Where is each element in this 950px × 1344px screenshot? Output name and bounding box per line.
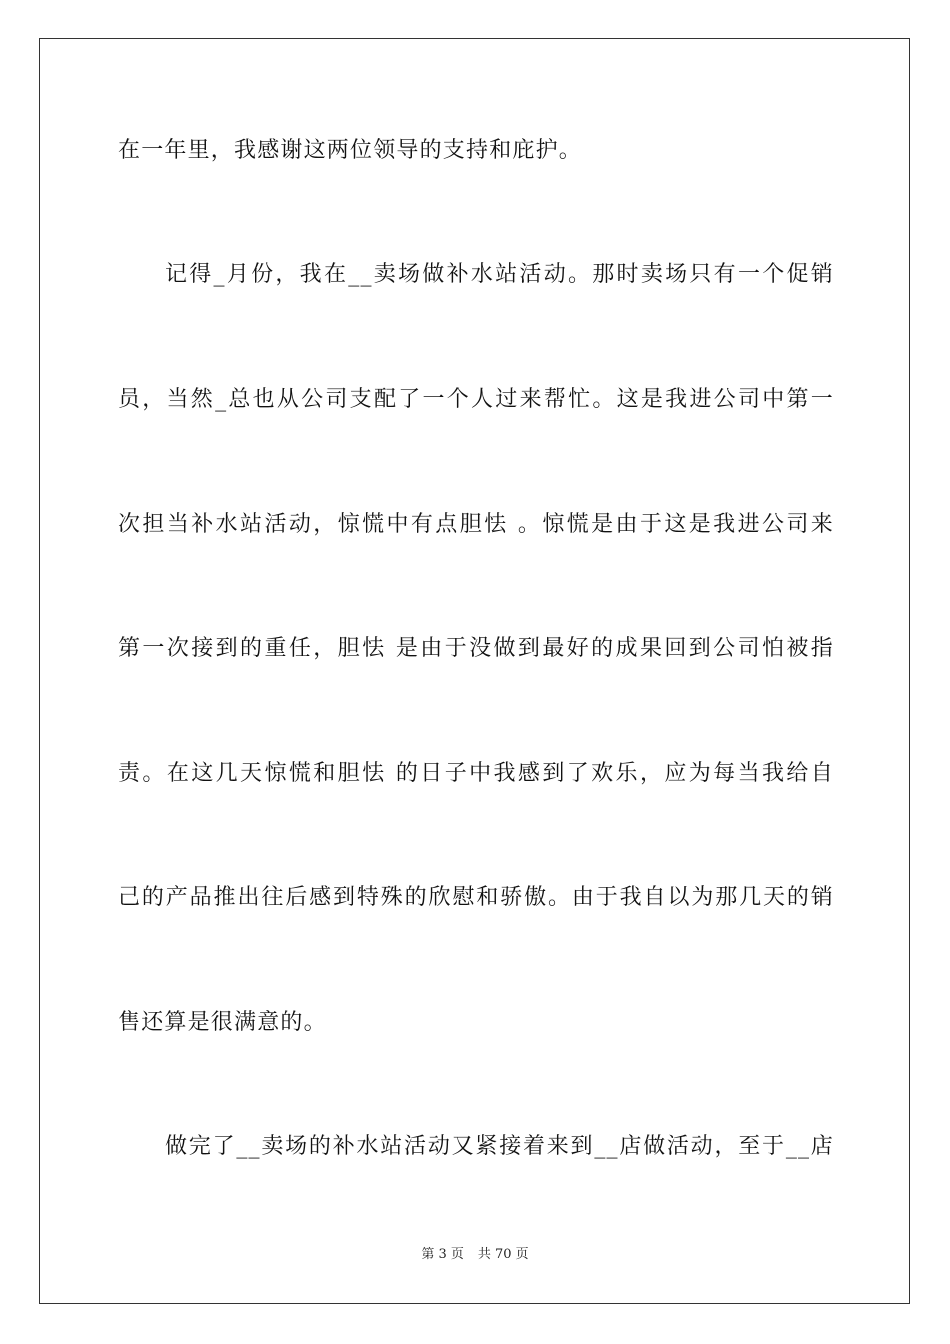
text-line: 己的产品推出往后感到特殊的欣慰和骄傲。由于我自以为那几天的销 — [118, 885, 834, 910]
page-border — [39, 38, 910, 1304]
paragraph-first-line: 记得_月份，我在__卖场做补水站活动。那时卖场只有一个促销 — [165, 262, 834, 287]
text-line: 责。在这几天惊慌和胆怯 的日子中我感到了欢乐，应为每当我给自 — [118, 761, 834, 786]
text-line: 次担当补水站活动，惊慌中有点胆怯 。惊慌是由于这是我进公司来 — [118, 512, 834, 537]
page-footer — [0, 1246, 950, 1264]
page-number: 第 3 页 — [421, 1247, 464, 1262]
paragraph-first-line: 做完了__卖场的补水站活动又紧接着来到__店做活动，至于__店 — [165, 1134, 834, 1159]
page-total: 共 70 页 — [477, 1247, 529, 1262]
text-line: 售还算是很满意的。 — [118, 1010, 327, 1035]
text-line: 第一次接到的重任，胆怯 是由于没做到最好的成果回到公司怕被指 — [118, 636, 834, 661]
text-line: 员，当然_总也从公司支配了一个人过来帮忙。这是我进公司中第一 — [118, 387, 834, 412]
text-line: 在一年里，我感谢这两位领导的支持和庇护。 — [118, 138, 583, 163]
